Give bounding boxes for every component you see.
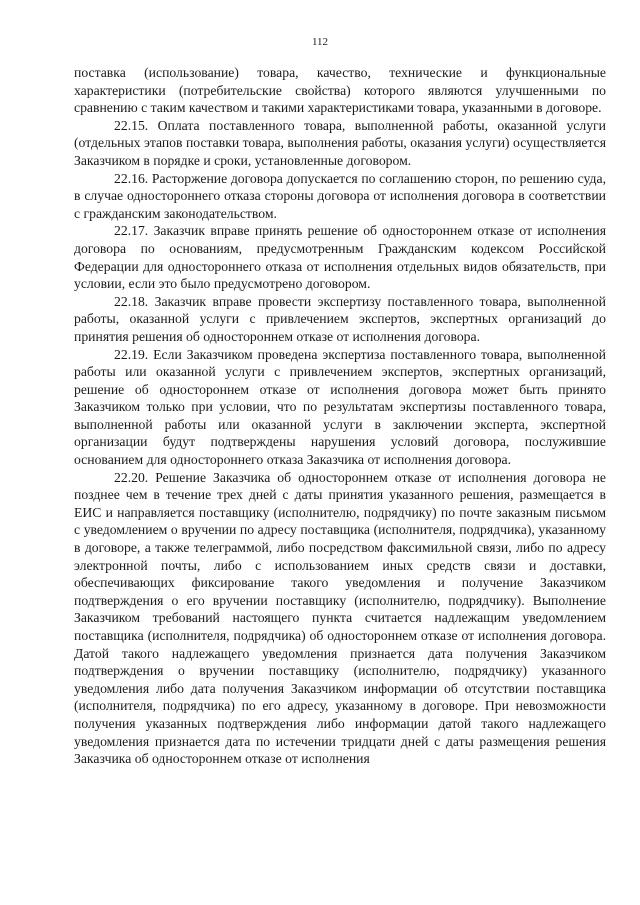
page-number: 112: [311, 36, 329, 48]
paragraph-continuation: поставка (использование) товара, качество, технические и функциональные характеристики (потребительские свойства) которого являются улучшенными по сравнению с таким качеством и такими характеристиками товара, указанными в договоре.: [74, 65, 606, 116]
paragraph-22-15: 22.15. Оплата поставленного товара, выполненной работы, оказанной услуги (отдельных этапов поставки товара, выполнения работы, оказания услуги) осуществляется Заказчиком в порядке и сроки, установленные договором.: [74, 117, 606, 168]
paragraph-22-20: 22.20. Решение Заказчика об одностороннем отказе от исполнения договора не позднее чем в течение трех дней с даты принятия указанного решения, размещается в ЕИС и направляется поставщику (исполнителю, подрядчику) по почте заказным письмом с уведомлением о вручении по адресу поставщика (исполнителя, подрядчика), указанному в договоре, а также телеграммой, либо посредством факсимильной связи, либо по адресу электронной почты, либо с использованием иных средств связи и доставки, обеспечивающих фиксирование такого уведомления и получение Заказчиком подтверждения о его вручении поставщику (исполнителю, подрядчику). Выполнение Заказчиком требований настоящего пункта считается надлежащим уведомлением поставщика (исполнителя, подрядчика) об одностороннем отказе от исполнения договора. Датой такого надлежащего уведомления признается дата получения Заказчиком подтверждения о вручении поставщику (исполнителю, подрядчику) указанного уведомления либо дата получения Заказчиком информации об отсутствии поставщика (исполнителя, подрядчика) по его адресу, указанному в договоре. При невозможности получения указанных подтверждения либо информации датой такого надлежащего уведомления признается дата по истечении тридцати дней с даты размещения решения Заказчика об одностороннем отказе от исполнения: [74, 469, 606, 767]
paragraph-22-16: 22.16. Расторжение договора допускается по соглашению сторон, по решению суда, в случае одностороннего отказа стороны договора от исполнения договора в соответствии с гражданским законодательством.: [74, 170, 606, 221]
paragraph-22-17: 22.17. Заказчик вправе принять решение об одностороннем отказе от исполнения договора по основаниям, предусмотренным Гражданским кодексом Российской Федерации для одностороннего отказа от исполнения отдельных видов обязательств, при условии, если это было предусмотрено договором.: [74, 223, 606, 292]
paragraph-22-18: 22.18. Заказчик вправе провести экспертизу поставленного товара, выполненной работы, оказанной услуги с привлечением экспертов, экспертных организаций до принятия решения об одностороннем отказе от исполнения договора.: [74, 293, 606, 344]
paragraph-22-19: 22.19. Если Заказчиком проведена экспертиза поставленного товара, выполненной работы или оказанной услуги с привлечением экспертов, экспертных организаций, решение об одностороннем отказе от исполнения договора может быть принято Заказчиком только при условии, что по результатам экспертизы поставленного товара, выполненной работы или оказанной услуги в заключении эксперта, экспертной организации будут подтверждены нарушения условий договора, послужившие основанием для одностороннего отказа Заказчика от исполнения договора.: [74, 346, 606, 468]
document-body: [74, 64, 606, 768]
